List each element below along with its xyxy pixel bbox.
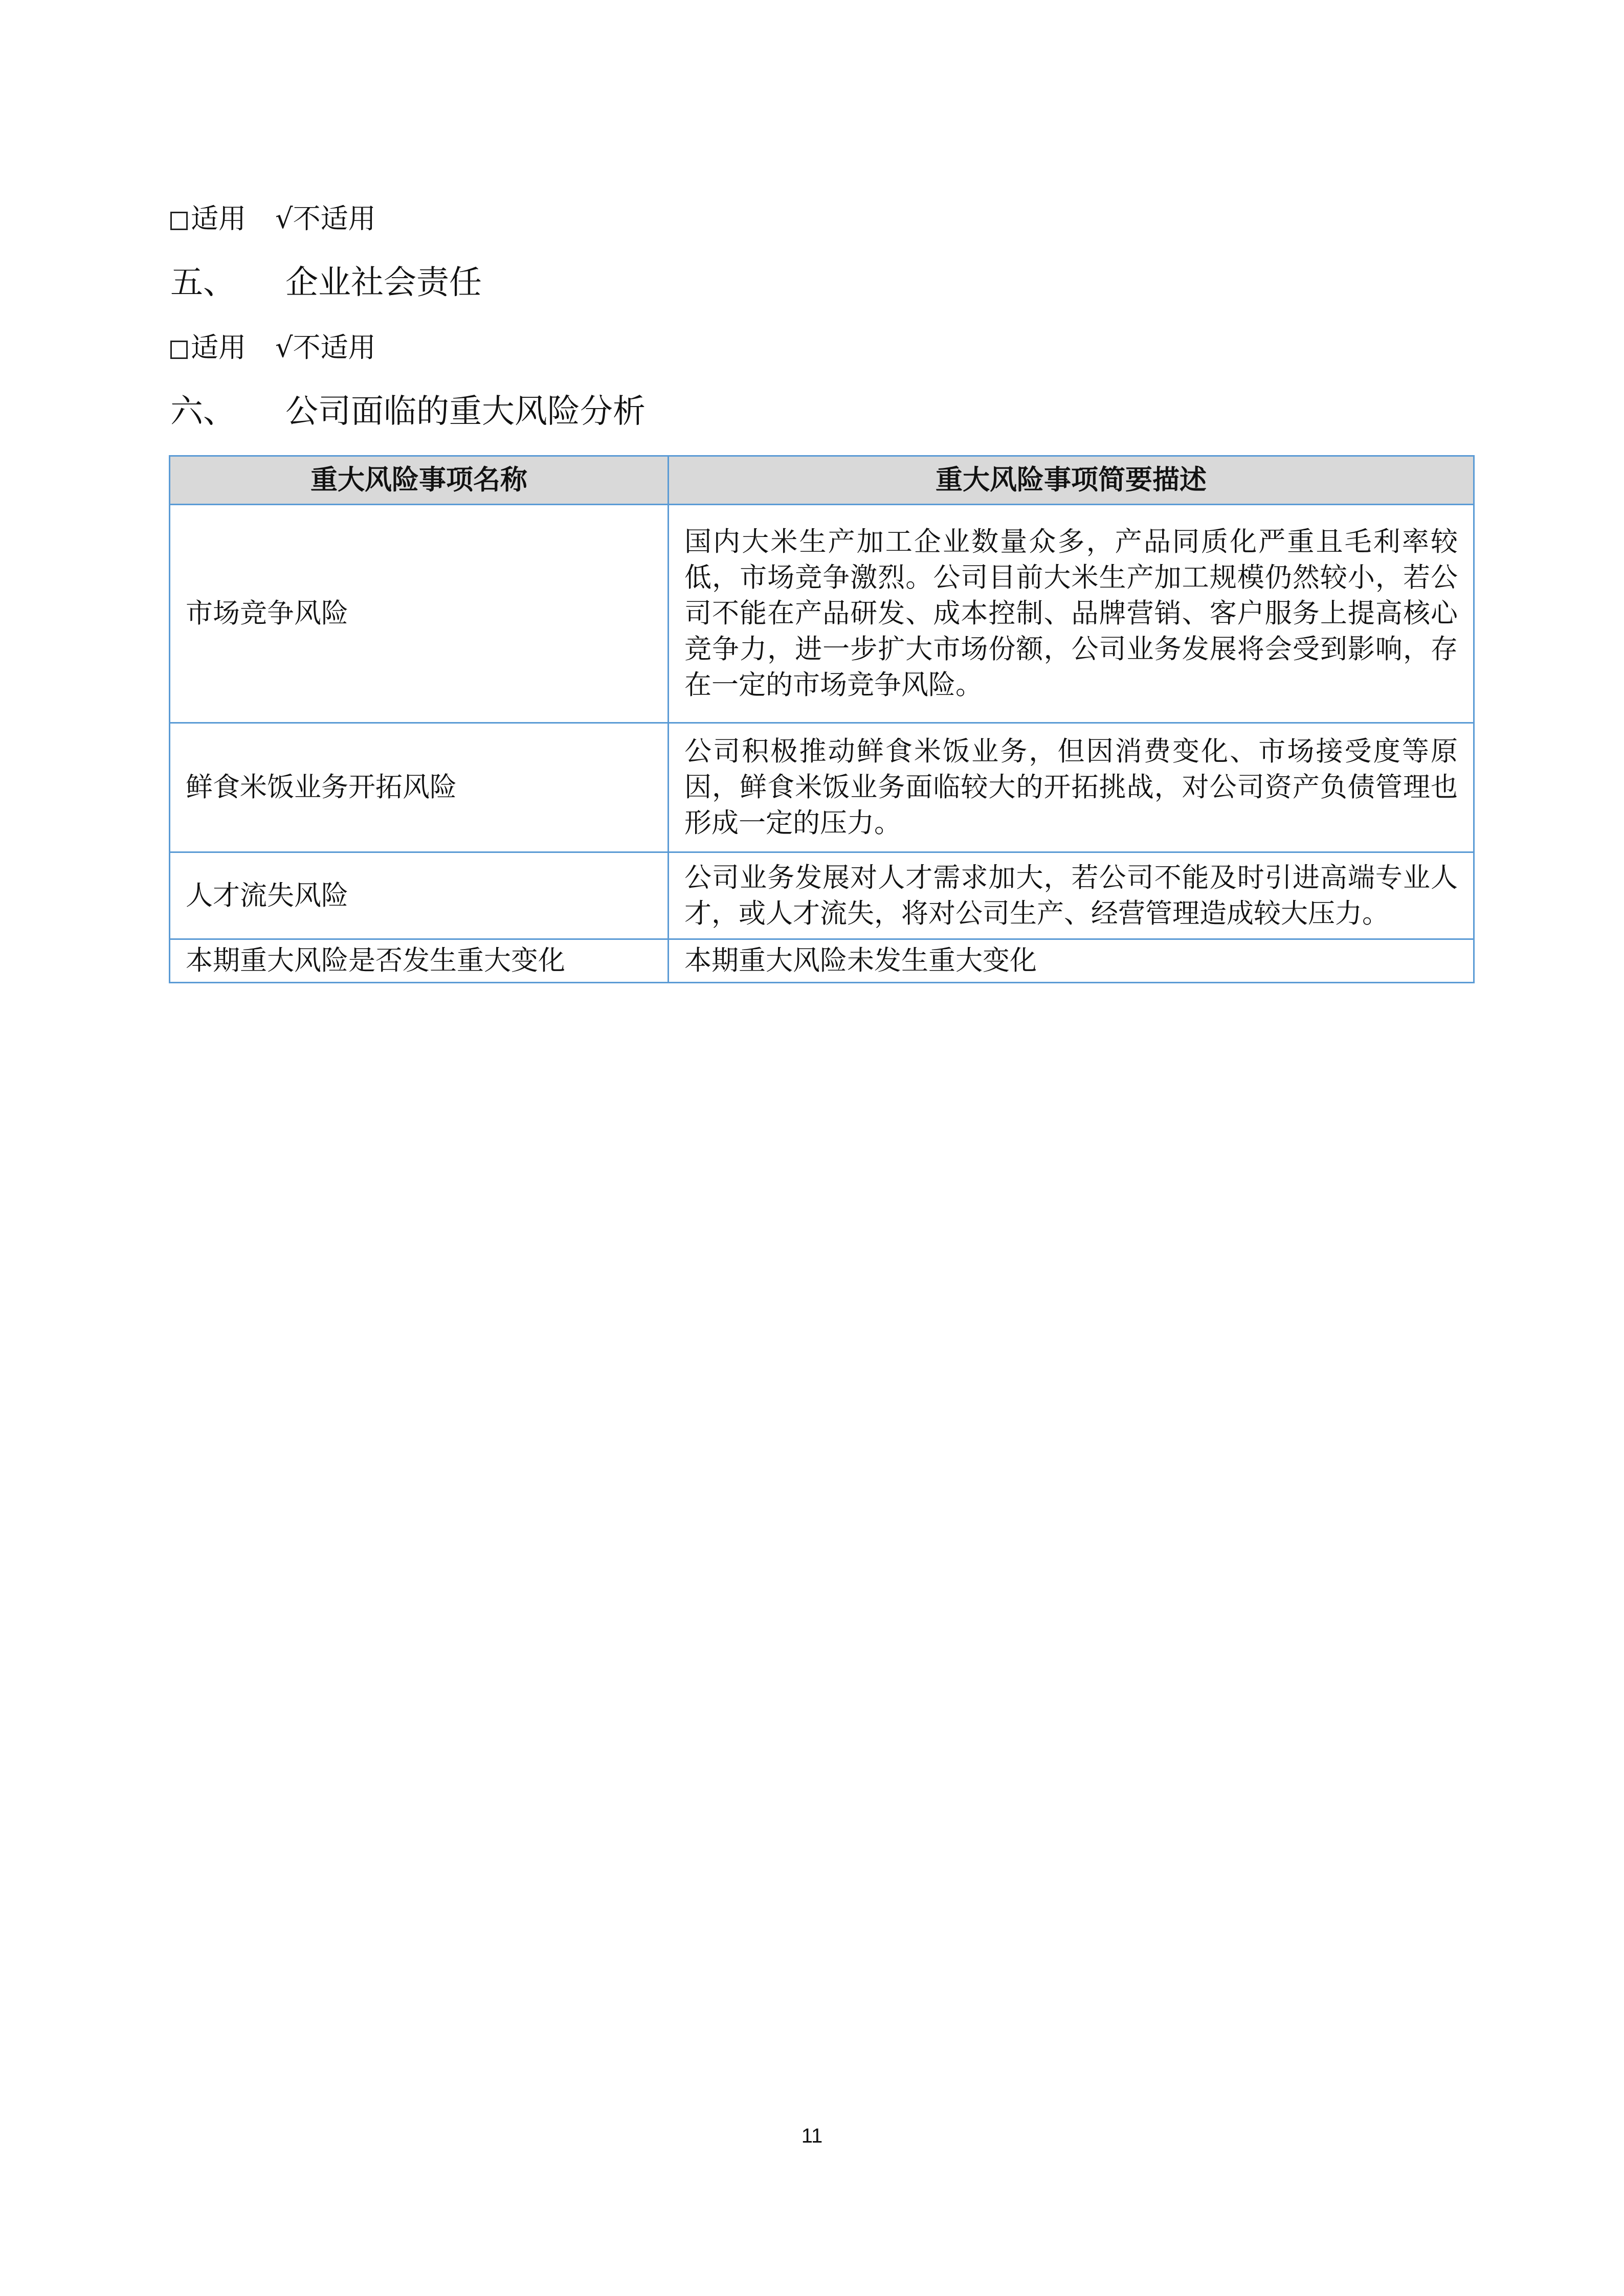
section-number: 六、 [170,393,236,431]
checkmark-icon: √ [275,331,293,364]
section-heading-risks [170,391,646,432]
table-row [170,723,1474,852]
table-row [170,852,1474,939]
header-risk-name: 重大风险事项名称 [170,456,669,505]
risk-name: 本期重大风险是否发生重大变化 [170,939,669,983]
risk-description: 国内大米生产加工企业数量众多，产品同质化严重且毛利率较低，市场竞争激烈。公司目前大米生产加工规模仍然较小，若公司不能在产品研发、成本控制、品牌营销、客户服务上提高核心竞争力，进一步扩大市场份额，公司业务发展将会受到影响，存在一定的市场竞争风险。 [669,505,1474,723]
section-number: 五、 [170,264,236,302]
applicability-option-line [170,330,376,366]
risk-name: 市场竞争风险 [170,505,669,723]
risk-description: 本期重大风险未发生重大变化 [669,939,1474,983]
table-header-row [170,456,1474,505]
header-risk-description: 重大风险事项简要描述 [669,456,1474,505]
option-checked-label: 不适用 [293,202,376,235]
table-row [170,505,1474,723]
section-title: 公司面临的重大风险分析 [285,393,646,431]
option-unchecked-label: 适用 [191,331,246,364]
checkmark-icon: √ [275,202,293,235]
risk-name: 鲜食米饭业务开拓风险 [170,723,669,852]
risk-analysis-table [169,455,1475,983]
option-checked-label: 不适用 [293,331,376,364]
risk-name: 人才流失风险 [170,852,669,939]
page-number: 11 [801,2125,823,2147]
section-heading-csr [170,262,482,303]
table-row [170,939,1474,983]
section-title: 企业社会责任 [285,264,482,302]
option-unchecked-label: 适用 [191,202,246,235]
applicability-option-line [170,201,376,237]
risk-description: 公司积极推动鲜食米饭业务，但因消费变化、市场接受度等原因，鲜食米饭业务面临较大的开拓挑战，对公司资产负债管理也形成一定的压力。 [669,723,1474,852]
risk-description: 公司业务发展对人才需求加大，若公司不能及时引进高端专业人才，或人才流失，将对公司生产、经营管理造成较大压力。 [669,852,1474,939]
checkbox-unchecked-icon [170,341,188,359]
checkbox-unchecked-icon [170,212,188,230]
